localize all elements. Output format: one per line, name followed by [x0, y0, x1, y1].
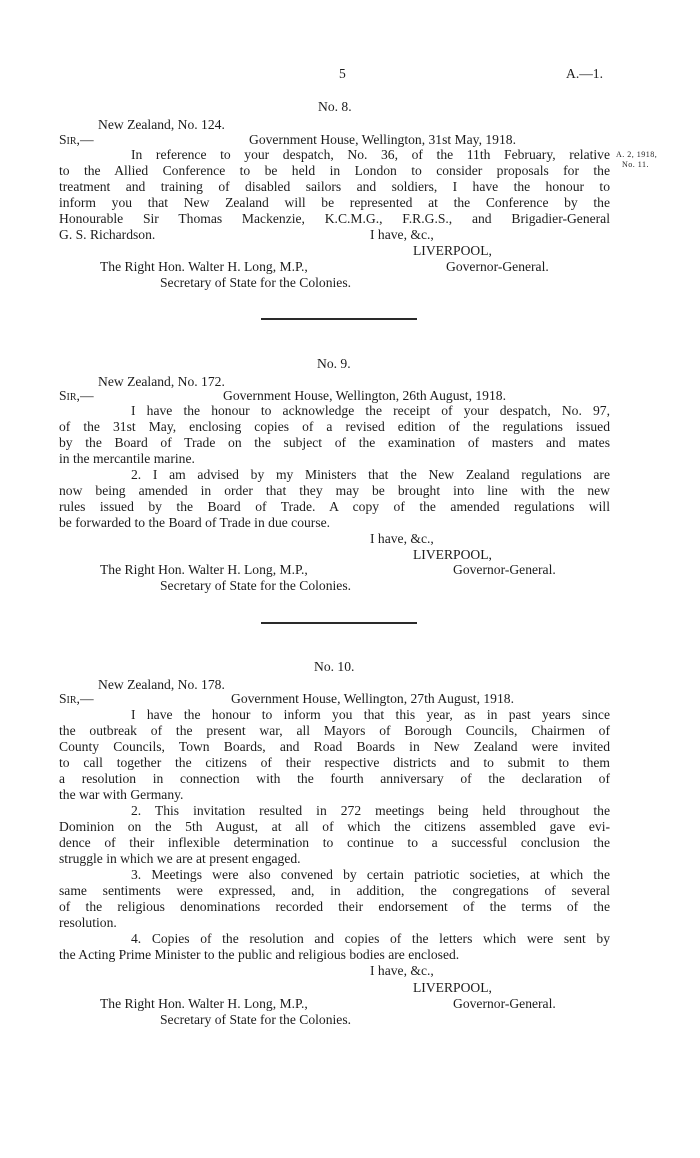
document-reference: A.—1.	[566, 66, 604, 81]
section-divider	[261, 622, 417, 624]
addressee-title: Secretary of State for the Colonies.	[160, 1012, 352, 1027]
letter-number: No. 10.	[314, 659, 355, 674]
salutation: Sir,—	[59, 691, 94, 706]
nz-reference: New Zealand, No. 124.	[98, 117, 225, 132]
salutation: Sir,—	[59, 132, 94, 147]
body-line: County Councils, Town Boards, and Road Boards in New Zealand were invited	[59, 739, 610, 754]
body-line: inform you that New Zealand will be represented at the Conference by the	[59, 195, 610, 210]
body-line: a resolution in connection with the fourth anniversary of the declaration of	[59, 771, 610, 786]
body-line: the war with Germany.	[59, 787, 184, 802]
nz-reference: New Zealand, No. 172.	[98, 374, 225, 389]
place-date: Government House, Wellington, 26th August, 1918.	[223, 388, 506, 403]
body-line: I have the honour to inform you that this year, as in past years since	[131, 707, 610, 722]
body-line: dence of their inflexible determination to continue to a successful conclusion the	[59, 835, 610, 850]
signature-title: Governor-General.	[453, 562, 556, 577]
body-line: of the 31st May, enclosing copies of a revised edition of the regulations issued	[59, 419, 610, 434]
margin-note-line: A. 2, 1918,	[616, 150, 658, 159]
place-date: Government House, Wellington, 31st May, 1918.	[249, 132, 516, 147]
margin-note-line: No. 11.	[622, 160, 649, 169]
page-number: 5	[339, 66, 346, 81]
addressee: The Right Hon. Walter H. Long, M.P.,	[100, 562, 308, 577]
body-line: Dominion on the 5th August, at all of which the citizens assembled gave evi-	[59, 819, 610, 834]
signature: LIVERPOOL,	[413, 980, 492, 995]
body-line: the outbreak of the present war, all Mayors of Borough Councils, Chairmen of	[59, 723, 610, 738]
closing: I have, &c.,	[370, 227, 434, 242]
closing: I have, &c.,	[370, 531, 434, 546]
addressee: The Right Hon. Walter H. Long, M.P.,	[100, 996, 308, 1011]
body-line: treatment and training of disabled sailors and soldiers, I have the honour to	[59, 179, 610, 194]
body-line: the Acting Prime Minister to the public and religious bodies are enclosed.	[59, 947, 460, 962]
body-line: 3. Meetings were also convened by certain patriotic societies, at which the	[131, 867, 610, 882]
body-line: 2. This invitation resulted in 272 meetings being held throughout the	[131, 803, 610, 818]
nz-reference: New Zealand, No. 178.	[98, 677, 225, 692]
body-line: now being amended in order that they may be brought into line with the new	[59, 483, 610, 498]
body-line: G. S. Richardson.	[59, 227, 156, 242]
body-line: Honourable Sir Thomas Mackenzie, K.C.M.G., F.R.G.S., and Brigadier-General	[59, 211, 610, 226]
salutation: Sir,—	[59, 388, 94, 403]
addressee: The Right Hon. Walter H. Long, M.P.,	[100, 259, 308, 274]
body-line: be forwarded to the Board of Trade in due course.	[59, 515, 331, 530]
body-line: same sentiments were expressed, and, in addition, the congregations of several	[59, 883, 610, 898]
signature: LIVERPOOL,	[413, 243, 492, 258]
body-line: in the mercantile marine.	[59, 451, 195, 466]
letter-number: No. 8.	[318, 99, 352, 114]
letter-number: No. 9.	[317, 356, 351, 371]
signature-title: Governor-General.	[446, 259, 549, 274]
closing: I have, &c.,	[370, 963, 434, 978]
body-line: 2. I am advised by my Ministers that the New Zealand regulations are	[131, 467, 610, 482]
body-line: rules issued by the Board of Trade. A copy of the amended regulations will	[59, 499, 610, 514]
body-line: 4. Copies of the resolution and copies of the letters which were sent by	[131, 931, 610, 946]
body-line: of the religious denominations recorded their endorsement of the terms of the	[59, 899, 610, 914]
body-line: by the Board of Trade on the subject of the examination of masters and mates	[59, 435, 610, 450]
signature-title: Governor-General.	[453, 996, 556, 1011]
body-line: struggle in which we are at present engaged.	[59, 851, 301, 866]
body-line: In reference to your despatch, No. 36, of the 11th February, relative	[131, 147, 610, 162]
margin-note	[616, 150, 657, 170]
body-line: resolution.	[59, 915, 117, 930]
signature: LIVERPOOL,	[413, 547, 492, 562]
addressee-title: Secretary of State for the Colonies.	[160, 578, 352, 593]
addressee-title: Secretary of State for the Colonies.	[160, 275, 352, 290]
body-line: to the Allied Conference to be held in London to consider proposals for the	[59, 163, 610, 178]
section-divider	[261, 318, 417, 320]
place-date: Government House, Wellington, 27th August, 1918.	[231, 691, 514, 706]
body-line: I have the honour to acknowledge the receipt of your despatch, No. 97,	[131, 403, 610, 418]
body-line: to call together the citizens of their respective districts and to submit to them	[59, 755, 610, 770]
